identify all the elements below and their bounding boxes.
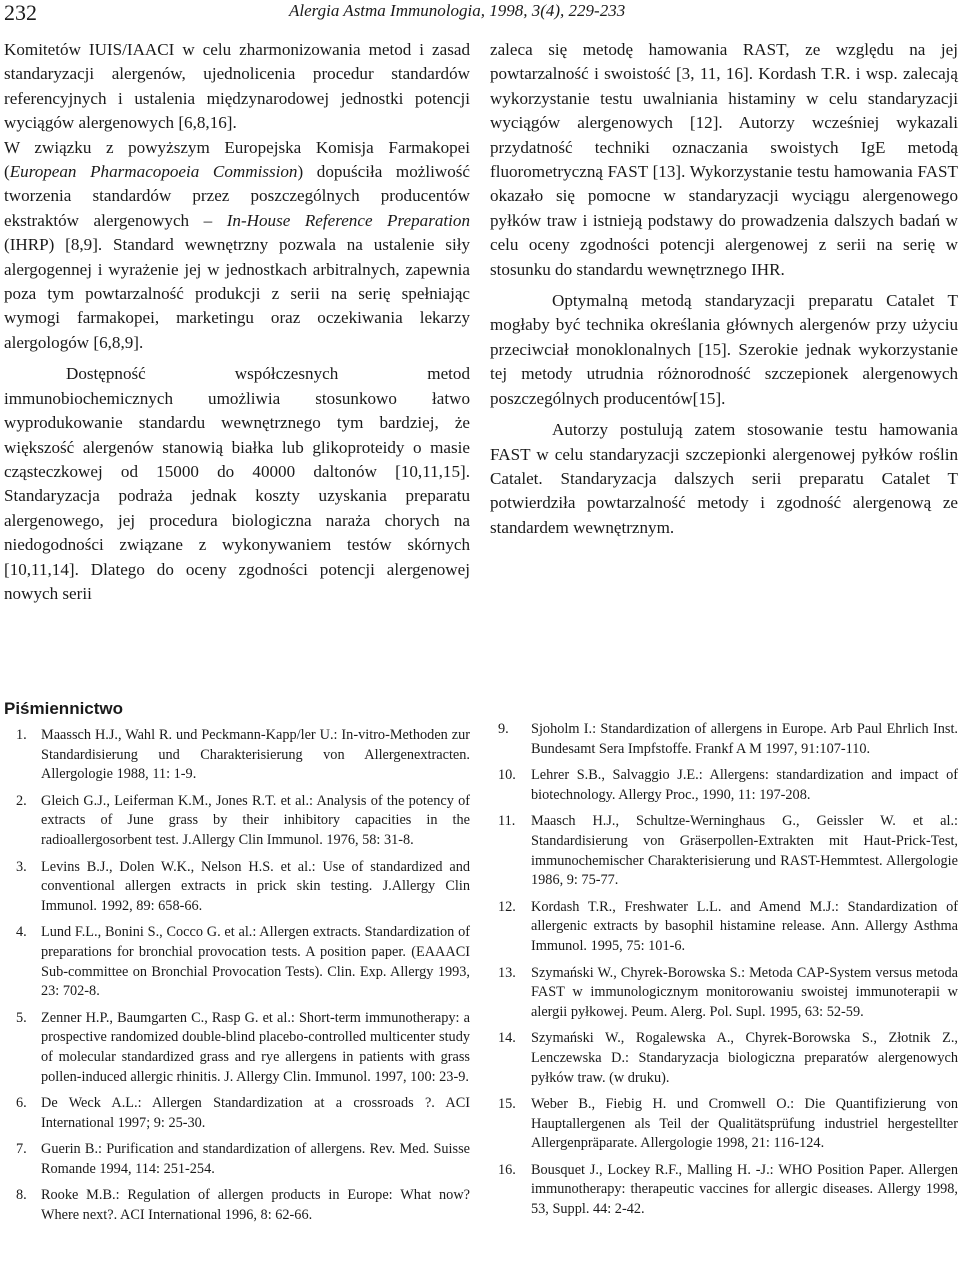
reference-number: 14. [498,1030,516,1047]
paragraph: Autorzy postulują zatem stosowanie testu hamowania FAST w celu standaryzacji szczepionki alergenowej pyłków roślin Catalet. Standaryzacja dalszych serii preparatu Catalet T potwierdziła powtarzalność metody i zgodność alergenową ze standardem wewnętrznym. [490,420,958,537]
reference-text: Sjoholm I.: Standardization of allergens in Europe. Arb Paul Ehrlich Inst. Bundesamt Sera Impfstoffe. Frankf A M 1997, 91:107-110. [531,721,958,757]
reference-list-right [490,720,958,1227]
reference-text: Levins B.J., Dolen W.K., Nelson H.S. et al.: Use of standardized and conventional allergen extracts in prick skin testing. J.Allergy Clin Immunol. 1992, 89: 658-66. [41,858,470,914]
reference-item [490,766,958,805]
page-number: 232 [4,0,37,25]
reference-item [4,1009,470,1087]
journal-citation: Alergia Astma Immunologia, 1998, 3(4), 229-233 [289,1,626,20]
body-column-right [490,38,958,540]
reference-item [4,726,470,785]
reference-number: 16. [498,1161,516,1178]
reference-text: De Weck A.L.: Allergen Standardization at a crossroads ?. ACI International 1997; 9: 25-30. [41,1095,470,1131]
reference-text: Guerin B.: Purification and standardization of allergens. Rev. Med. Suisse Romande 1994, 114: 251-254. [41,1141,470,1177]
reference-text: Bousquet J., Lockey R.F., Malling H. -J.: WHO Position Paper. Allergen immunotherapy: therapeutic vaccines for allergic diseases. Allergy 1998, 53, Suppl. 44: 2-42. [531,1161,958,1218]
reference-text: Weber B., Fiebig H. und Cromwell O.: Die Quantifizierung von Hauptallergenen als Teil der Qualitätsprüfung industriel hergestellter Allergenpräparate. Allergologie 1998, 21: 116-124. [531,1096,958,1152]
reference-text: Lehrer S.B., Salvaggio J.E.: Allergens: standardization and impact of biotechnology. Allergy Proc., 1990, 11: 197-208. [531,767,958,803]
reference-text: Maasch H.J., Schultze-Werninghaus G., Geissler W. et al.: Standardisierung von Gräserpollen-Extrakten mit Haut-Prick-Test, immunochemischer Charakterisierung und RAST-Hemmtest. Allergologie 1986, 9: 75-77. [531,813,958,889]
reference-number: 7. [16,1141,27,1158]
reference-item [490,1161,958,1220]
reference-number: 8. [16,1187,27,1204]
reference-item [4,1094,470,1133]
reference-number: 9. [498,721,509,737]
reference-number: 4. [16,924,27,941]
reference-number: 12. [498,898,516,915]
reference-item [490,720,958,759]
reference-item [490,1095,958,1154]
reference-text: Szymański W., Rogalewska A., Chyrek-Borowska S., Złotnik Z., Lenczewska D.: Standaryzacja biologiczna preparatów alergenowych pyłków traw. (w druku). [531,1030,958,1086]
reference-text: Rooke M.B.: Regulation of allergen products in Europe: What now? Where next?. ACI International 1996, 8: 62-66. [41,1187,470,1224]
reference-number: 2. [16,792,27,809]
reference-text: Szymański W., Chyrek-Borowska S.: Metoda CAP-System versus metoda FAST w immunologicznym monitorowaniu swoistej immunoterapii w alergii pyłkowej. Peum. Alerg. Pol. Supl. 1995, 63: 52-59. [531,964,958,1020]
reference-text: Maassch H.J., Wahl R. und Peckmann-Kapp/ler U.: In-vitro-Methoden zur Standardisierung und Charakterisierung von Allergenextracten. Allergologie 1988, 11: 1-9. [41,727,470,783]
reference-item [490,1029,958,1088]
reference-item [4,858,470,917]
reference-number: 5. [16,1009,27,1026]
reference-text: Gleich G.J., Leiferman K.M., Jones R.T. et al.: Analysis of the potency of extracts of June grass by their inhibitory capacities in the radioallergosorbent test. J.Allergy Clin Immunol. 1976, 58: 31-8. [41,792,470,848]
reference-item [490,812,958,890]
reference-number: 3. [16,858,27,875]
reference-item [4,1186,470,1225]
reference-number: 6. [16,1095,27,1112]
paragraph: Optymalną metodą standaryzacji preparatu Catalet T mogłaby być technika określania głównych alergenów przy użyciu przeciwciał monoklonalnych [15]. Szerokie jednak wykorzystanie tej metody utrudnia różnorodność szczepionek alergenowych poszczególnych producentów[15]. [490,291,958,408]
reference-text: Kordash T.R., Freshwater L.L. and Amend M.J.: Standardization of allergenic extracts by basophil histamine release. Ann. Allergy Asthma Immunol. 1995, 75: 101-6. [531,898,958,954]
reference-number: 11. [498,813,516,830]
reference-number: 15. [498,1096,516,1113]
reference-item [4,923,470,1001]
paragraph: Dostępność współczesnych metod immunobiochemicznych umożliwia stosunkowo łatwo wyprodukowanie standardu wewnętrznego tym bardziej, że większość alergenów stanowią białka lub glikoproteidy o masie cząsteczkowej od 15000 do 40000 daltonów [10,11,15]. Standaryzacja podraża jednak koszty uzyskania preparatu alergenowego, jej procedura biologiczna naraża chorych na niedogodności związane z wykonywaniem testów skórnych [10,11,14]. Dlatego do oceny zgodności potencji alergenowej nowych serii [4,364,470,603]
reference-item [490,964,958,1023]
references-heading: Piśmiennictwo [4,699,124,718]
reference-number: 1. [16,727,27,743]
reference-text: Lund F.L., Bonini S., Cocco G. et al.: Allergen extracts. Standardization of preparations for bronchial provocation tests. A position paper. (EAAACI Sub-committee on Bronchial Provocation Tests). Clin. Exp. Allergy 1993, 23: 702-8. [41,924,470,1000]
reference-text: Zenner H.P., Baumgarten C., Rasp G. et al.: Short-term immunotherapy: a prospective randomized double-blind placebo-controlled multicenter study of molecular standardized grass and rye allergens in patients with grass pollen-induced allergic rhinitis. J. Allergy Clin. Immunol. 1997, 100: 23-9. [41,1009,470,1085]
reference-item [4,1140,470,1179]
body-column-left [4,38,470,606]
reference-number: 10. [498,767,516,784]
reference-list-left [4,726,470,1233]
page-header [0,0,960,30]
paragraph: W związku z powyższym Europejska Komisja Farmakopei (European Pharmacopoeia Commission) dopuściła możliwość tworzenia standardów przez poszczególnych producentów ekstraktów alergenowych – In-House Reference Preparation (IHRP) [8,9]. Standard wewnętrzny pozwala na ustalenie siły alergogennej i wyrażenie jej w jednostkach arbitralnych, zapewnia poza tym powtarzalność produkcji z serii na serię spełniając wymogi farmakopei, marketingu oraz oczekiwania lekarzy alergologów [6,8,9]. [4,137,470,352]
paragraph: Komitetów IUIS/IAACI w celu zharmonizowania metod i zasad standaryzacji alergenów, ujednolicenia procedur standardów referencyjnych i ustalenia międzynarodowej jednostki potencji wyciągów alergenowych [6,8,16]. [4,40,470,133]
reference-item [490,898,958,957]
paragraph: zaleca się metodę hamowania RAST, ze względu na jej powtarzalność i swoistość [3, 11, 16]. Kordash T.R. i wsp. zalecają wykorzystanie testu uwalniania histaminy w celu standaryzacji wyciągów alergenowych [12]. Autorzy wcześniej wykazali przydatność techniki oznaczania swoistych IgE metodą fluorometryczną FAST [13]. Wykorzystanie testu hamowania FAST okazało się pomocne w standaryzacji wyciągu alergenowego pyłków traw i istnieją podstawy do prowadzenia dalszych badań w celu oceny zgodności potencji alergenowej z serii na serię w stosunku do standardu wewnętrznego IHR. [490,40,958,279]
reference-item [4,792,470,851]
reference-number: 13. [498,964,516,981]
